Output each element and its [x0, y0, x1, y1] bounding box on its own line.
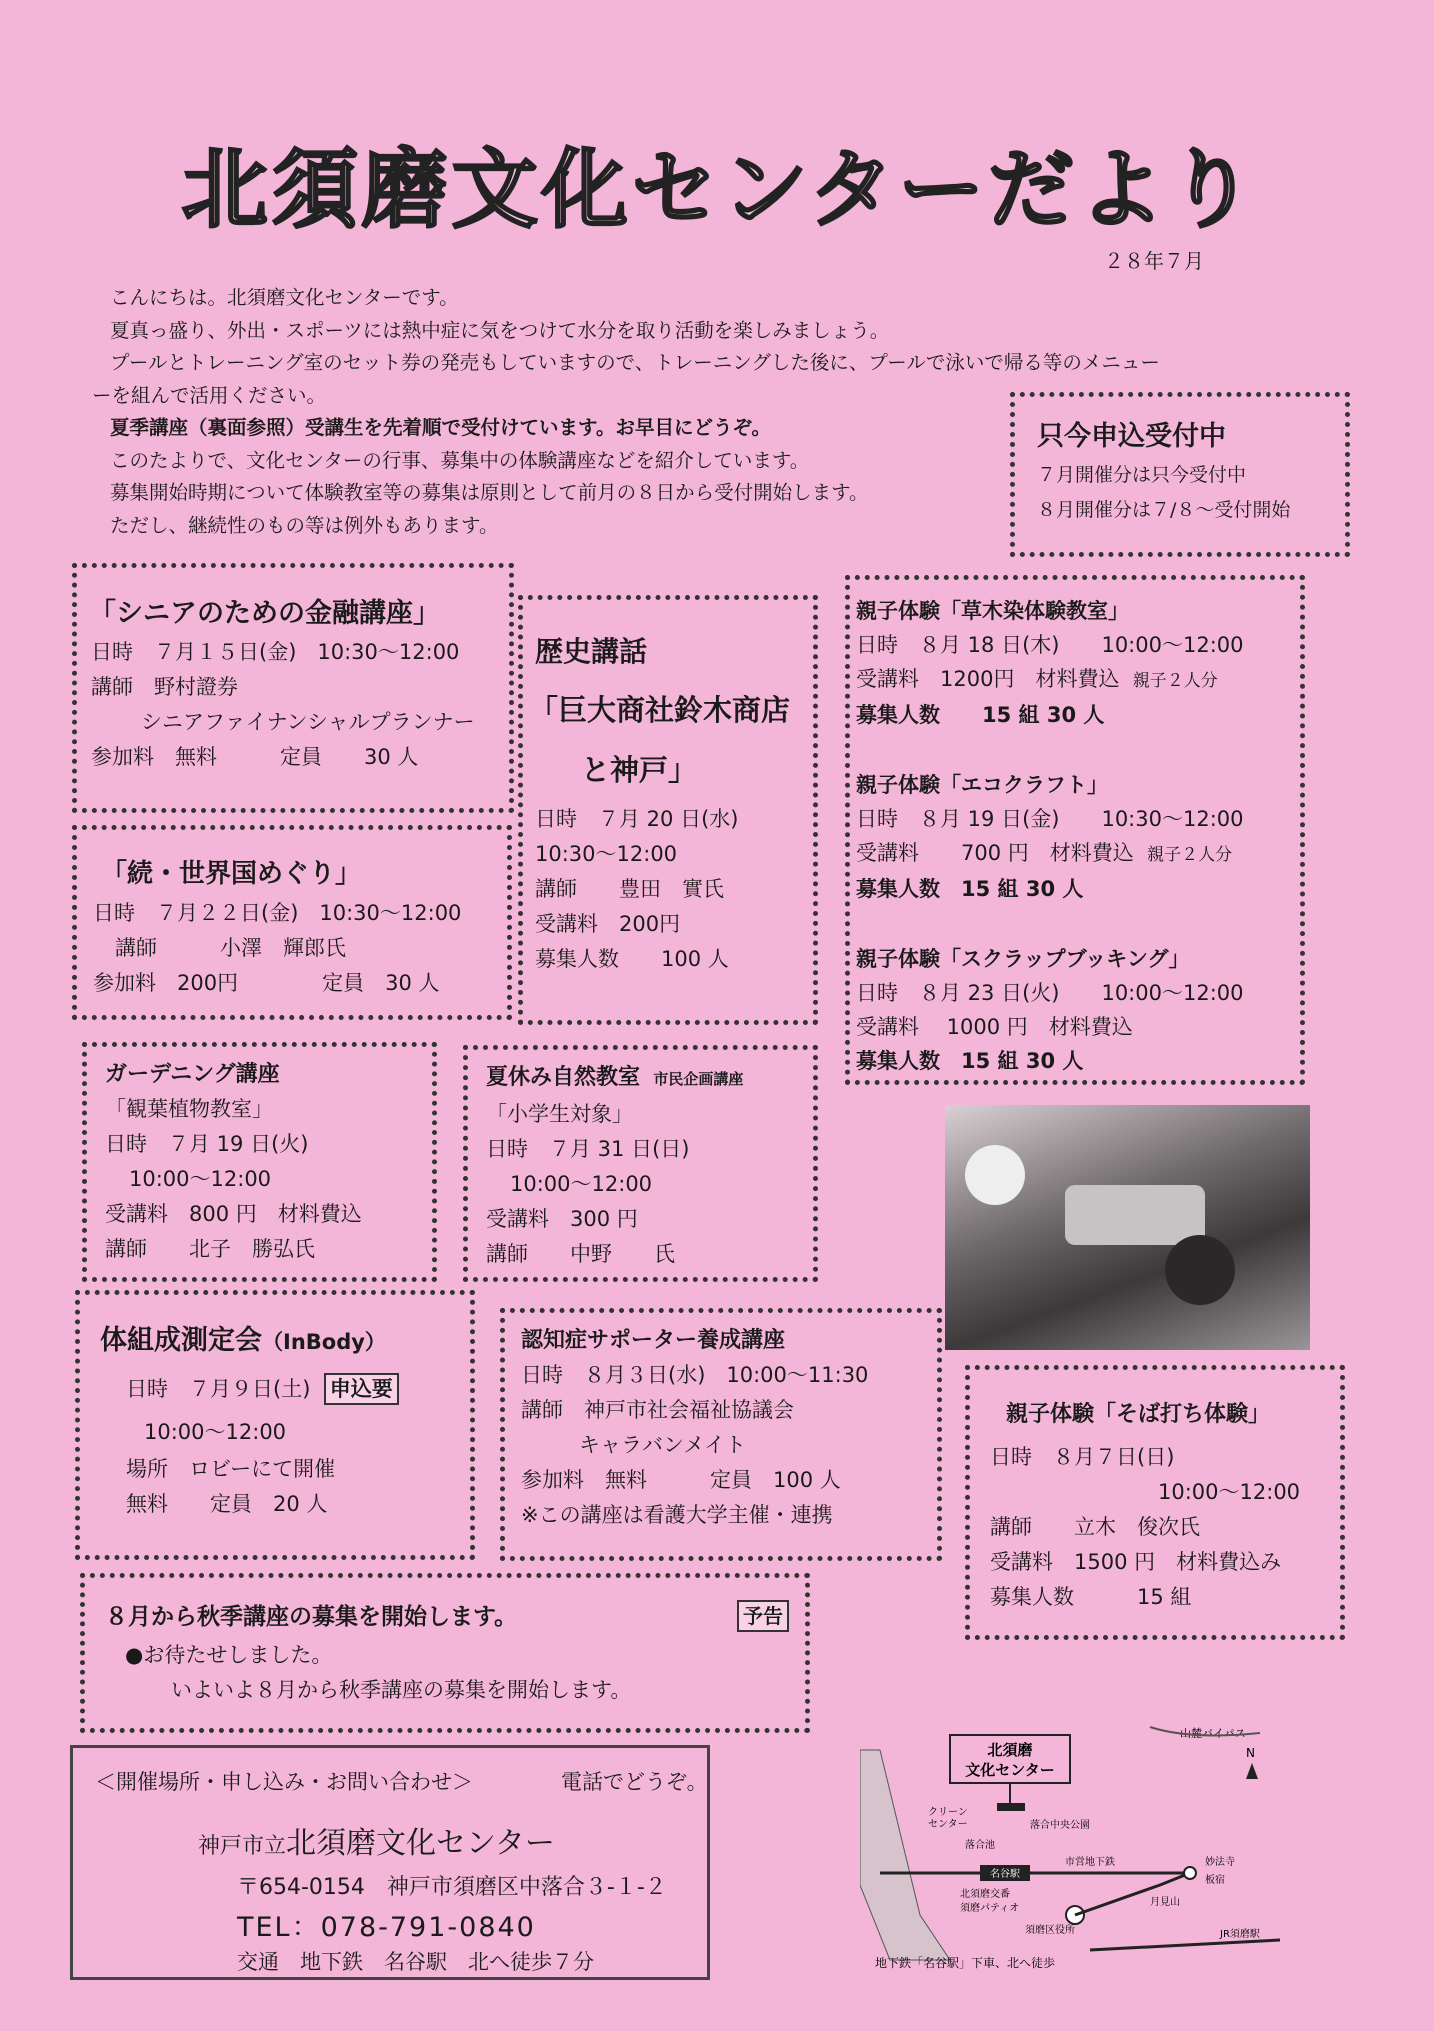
contact-org: 北須磨文化センター [286, 1826, 555, 1861]
soba-fee: 受講料 1500 円 材料費込み [990, 1550, 1282, 1574]
parent-eco-fee-note: 親子２人分 [1147, 845, 1233, 865]
map-jr-line [1090, 1940, 1280, 1950]
map-clean-label: センター [928, 1819, 968, 1830]
map-north-label: N [1246, 1746, 1255, 1760]
dementia-datetime: 日時 ８月３日(水) 10:00～11:30 [521, 1363, 869, 1387]
contact-heading: ＜開催場所・申し込み・お問い合わせ＞ [95, 1770, 473, 1794]
nature-class-tag: 市民企画講座 [653, 1070, 744, 1088]
world-tour-box [72, 825, 512, 1020]
history-lecture-datetime: 日時 ７月 20 日(水) [535, 807, 739, 831]
map-center-label: 北須磨 [987, 1741, 1033, 1759]
world-tour-datetime: 日時 ７月２２日(金) 10:30～12:00 [93, 901, 462, 925]
soba-title: 親子体験「そば打ち体験」 [1006, 1402, 1271, 1427]
parent-child-box [845, 575, 1305, 1085]
map-river [860, 1750, 950, 1960]
parent-dye-datetime: 日時 ８月 18 日(木) 10:00～12:00 [856, 633, 1244, 657]
inbody-datetime: 日時 ７月９日(土) [126, 1377, 311, 1401]
inbody-time: 10:00～12:00 [144, 1420, 287, 1444]
dementia-note: ※この講座は看護大学主催・連携 [521, 1503, 833, 1527]
access-map [860, 1715, 1300, 1970]
senior-finance-datetime: 日時 ７月１５日(金) 10:30～12:00 [91, 640, 460, 664]
history-lecture-title: と神戸」 [581, 753, 698, 787]
now-accepting-line: ８月開催分は７/８～受付開始 [1037, 499, 1291, 521]
map-police-label: 北須磨交番 [960, 1889, 1010, 1900]
dementia-box [500, 1308, 942, 1561]
contact-address: 〒654-0154 神戸市須磨区中落合３-１-２ [237, 1875, 667, 1900]
inbody-fee: 無料 定員 20 人 [126, 1492, 328, 1516]
nature-class-title: 夏休み自然教室 [486, 1065, 641, 1090]
history-lecture-capacity: 募集人数 100 人 [535, 947, 729, 971]
autumn-notice-line: ●お待たせしました。 [125, 1643, 333, 1667]
dementia-lecturer-name: キャラバンメイト [579, 1433, 746, 1457]
soba-box [965, 1365, 1345, 1640]
parent-scrap-datetime: 日時 ８月 23 日(火) 10:00～12:00 [856, 981, 1244, 1005]
intro-line: 夏季講座（裏面参照）受講生を先着順で受付けています。お早目にどうぞ。 [110, 416, 772, 439]
parent-eco-fee: 受講料 700 円 材料費込 [856, 841, 1134, 865]
parent-eco-capacity: 募集人数 15 組 30 人 [856, 877, 1084, 901]
senior-finance-fee: 参加料 無料 定員 30 人 [91, 745, 419, 769]
inbody-tag: 申込要 [324, 1373, 399, 1405]
parent-dye-capacity: 募集人数 15 組 30 人 [856, 703, 1105, 727]
now-accepting-line: ７月開催分は只今受付中 [1037, 464, 1247, 486]
map-subway-label: 市営地下鉄 [1065, 1857, 1115, 1868]
inbody-place: 場所 ロビーにて開催 [126, 1457, 336, 1481]
contact-phone-note: 電話でどうぞ。 [561, 1770, 708, 1794]
gardening-title: ガーデニング講座 [105, 1062, 280, 1087]
autumn-notice-title: ８月から秋季講座の募集を開始します。 [105, 1604, 518, 1630]
parent-eco-datetime: 日時 ８月 19 日(金) 10:30～12:00 [856, 807, 1244, 831]
map-tsukimiyama-label: 月見山 [1150, 1897, 1180, 1908]
now-accepting-title: 只今申込受付中 [1037, 421, 1226, 452]
contact-tel: TEL：078-791-0840 [237, 1912, 536, 1943]
map-road [1075, 1873, 1190, 1915]
map-temple-label: 妙法寺 [1205, 1857, 1235, 1868]
nature-class-box [463, 1045, 818, 1282]
history-lecture-lecturer: 講師 豊田 實氏 [535, 877, 724, 901]
inbody-title: 体組成測定会 [100, 1325, 262, 1356]
inbody-box [75, 1290, 475, 1560]
world-tour-lecturer: 講師 小澤 輝郎氏 [115, 936, 346, 960]
parent-scrap-capacity: 募集人数 15 組 30 人 [856, 1049, 1084, 1073]
nature-class-datetime: 日時 ７月 31 日(日) [486, 1137, 690, 1161]
autumn-notice-line: いよいよ８月から秋季講座の募集を開始します。 [171, 1678, 632, 1702]
gardening-box [82, 1042, 437, 1282]
gardening-lecturer: 講師 北子 勝弘氏 [105, 1237, 315, 1261]
soba-time: 10:00～12:00 [1158, 1480, 1301, 1504]
history-lecture-label: 歴史講話 [535, 635, 648, 668]
history-lecture-title: 「巨大商社鈴木商店 [529, 693, 791, 727]
senior-finance-box [72, 563, 514, 813]
parent-scrap-title: 親子体験「スクラップブッキング」 [856, 947, 1190, 971]
map-jr-label: JR須磨駅 [1220, 1929, 1260, 1940]
contact-access: 交通 地下鉄 名谷駅 北へ徒歩７分 [237, 1950, 594, 1974]
dementia-lecturer: 講師 神戸市社会福祉協議会 [521, 1398, 794, 1422]
contact-org-prefix: 神戸市立 [198, 1834, 287, 1859]
intro-line: ただし、継続性のもの等は例外もあります。 [110, 513, 499, 537]
now-accepting-box [1010, 392, 1350, 557]
map-itayado-marker [1184, 1867, 1196, 1879]
parent-scrap-fee: 受講料 1000 円 材料費込 [856, 1015, 1133, 1039]
page-title: 北須磨文化センターだより [181, 140, 1259, 240]
nature-class-lecturer: 講師 中野 氏 [486, 1242, 675, 1266]
dementia-title: 認知症サポーター養成講座 [521, 1328, 786, 1353]
map-center-marker [997, 1803, 1025, 1811]
intro-line: 募集開始時期について体験教室等の募集は原則として前月の８日から受付開始します。 [110, 481, 869, 504]
parent-dye-fee-note: 親子２人分 [1132, 671, 1218, 691]
history-lecture-box [518, 595, 818, 1025]
nature-class-time: 10:00～12:00 [510, 1172, 653, 1196]
intro-line: プールとトレーニング室のセット券の発売もしていますので、トレーニングした後に、プールで泳いで帰る等のメニュー [110, 351, 1160, 374]
nature-class-subtitle: 「小学生対象」 [486, 1102, 633, 1126]
intro-line: こんにちは。北須磨文化センターです。 [110, 286, 459, 309]
senior-finance-lecturer: 講師 野村證券 [91, 675, 238, 699]
map-station-label: 名谷駅 [990, 1869, 1020, 1880]
world-tour-fee: 参加料 200円 定員 30 人 [93, 971, 440, 995]
soba-datetime: 日時 ８月７日(日) [990, 1445, 1175, 1469]
north-arrow-icon [1246, 1763, 1258, 1779]
gardening-subtitle: 「観葉植物教室」 [105, 1097, 273, 1121]
map-patio-label: 須磨パティオ [960, 1903, 1020, 1914]
history-lecture-time: 10:30～12:00 [535, 842, 678, 866]
map-itayado-label: 板宿 [1205, 1875, 1225, 1886]
map-caption: 地下鉄「名谷駅」下車、北へ徒歩 [875, 1956, 1056, 1970]
nature-class-fee: 受講料 300 円 [486, 1207, 638, 1231]
senior-finance-title: 「シニアのための金融講座」 [89, 598, 440, 629]
map-pond-label: 落合池 [965, 1840, 995, 1851]
map-clean-label: クリーン [928, 1807, 968, 1818]
parent-dye-fee: 受講料 1200円 材料費込 [856, 667, 1120, 691]
world-tour-title: 「続・世界国めぐり」 [101, 859, 362, 889]
soba-lecturer: 講師 立木 俊次氏 [990, 1515, 1200, 1539]
intro-line: このたよりで、文化センターの行事、募集中の体験講座などを紹介しています。 [110, 448, 810, 472]
contact-box [70, 1745, 710, 1980]
parent-eco-title: 親子体験「エコクラフト」 [856, 773, 1108, 797]
inbody-title-suffix: （InBody） [262, 1330, 386, 1354]
issue-date: ２８年７月 [1104, 249, 1204, 273]
dementia-fee: 参加料 無料 定員 100 人 [521, 1468, 841, 1492]
soba-capacity: 募集人数 15 組 [990, 1585, 1192, 1609]
map-center-label: 文化センター [965, 1761, 1055, 1779]
map-ward-office-label: 須磨区役所 [1025, 1925, 1075, 1936]
parent-dye-title: 親子体験「草木染体験教室」 [856, 599, 1129, 623]
map-bypass-label: 山麓バイパス [1180, 1727, 1246, 1740]
gardening-time: 10:00～12:00 [129, 1167, 272, 1191]
map-park-label: 落合中央公園 [1030, 1820, 1090, 1831]
intro-line: ーを組んで活用ください。 [92, 383, 327, 407]
gardening-datetime: 日時 ７月 19 日(火) [105, 1132, 309, 1156]
gardening-fee: 受講料 800 円 材料費込 [105, 1202, 362, 1226]
autumn-notice-box [80, 1573, 810, 1733]
autumn-notice-tag: 予告 [737, 1600, 789, 1632]
senior-finance-lecturer-title: シニアファイナンシャルプランナー [141, 710, 475, 734]
history-lecture-fee: 受講料 200円 [535, 912, 681, 936]
intro-line: 夏真っ盛り、外出・スポーツには熱中症に気をつけて水分を取り活動を楽しみましょう。 [110, 318, 890, 342]
soba-class-photo [945, 1105, 1310, 1350]
